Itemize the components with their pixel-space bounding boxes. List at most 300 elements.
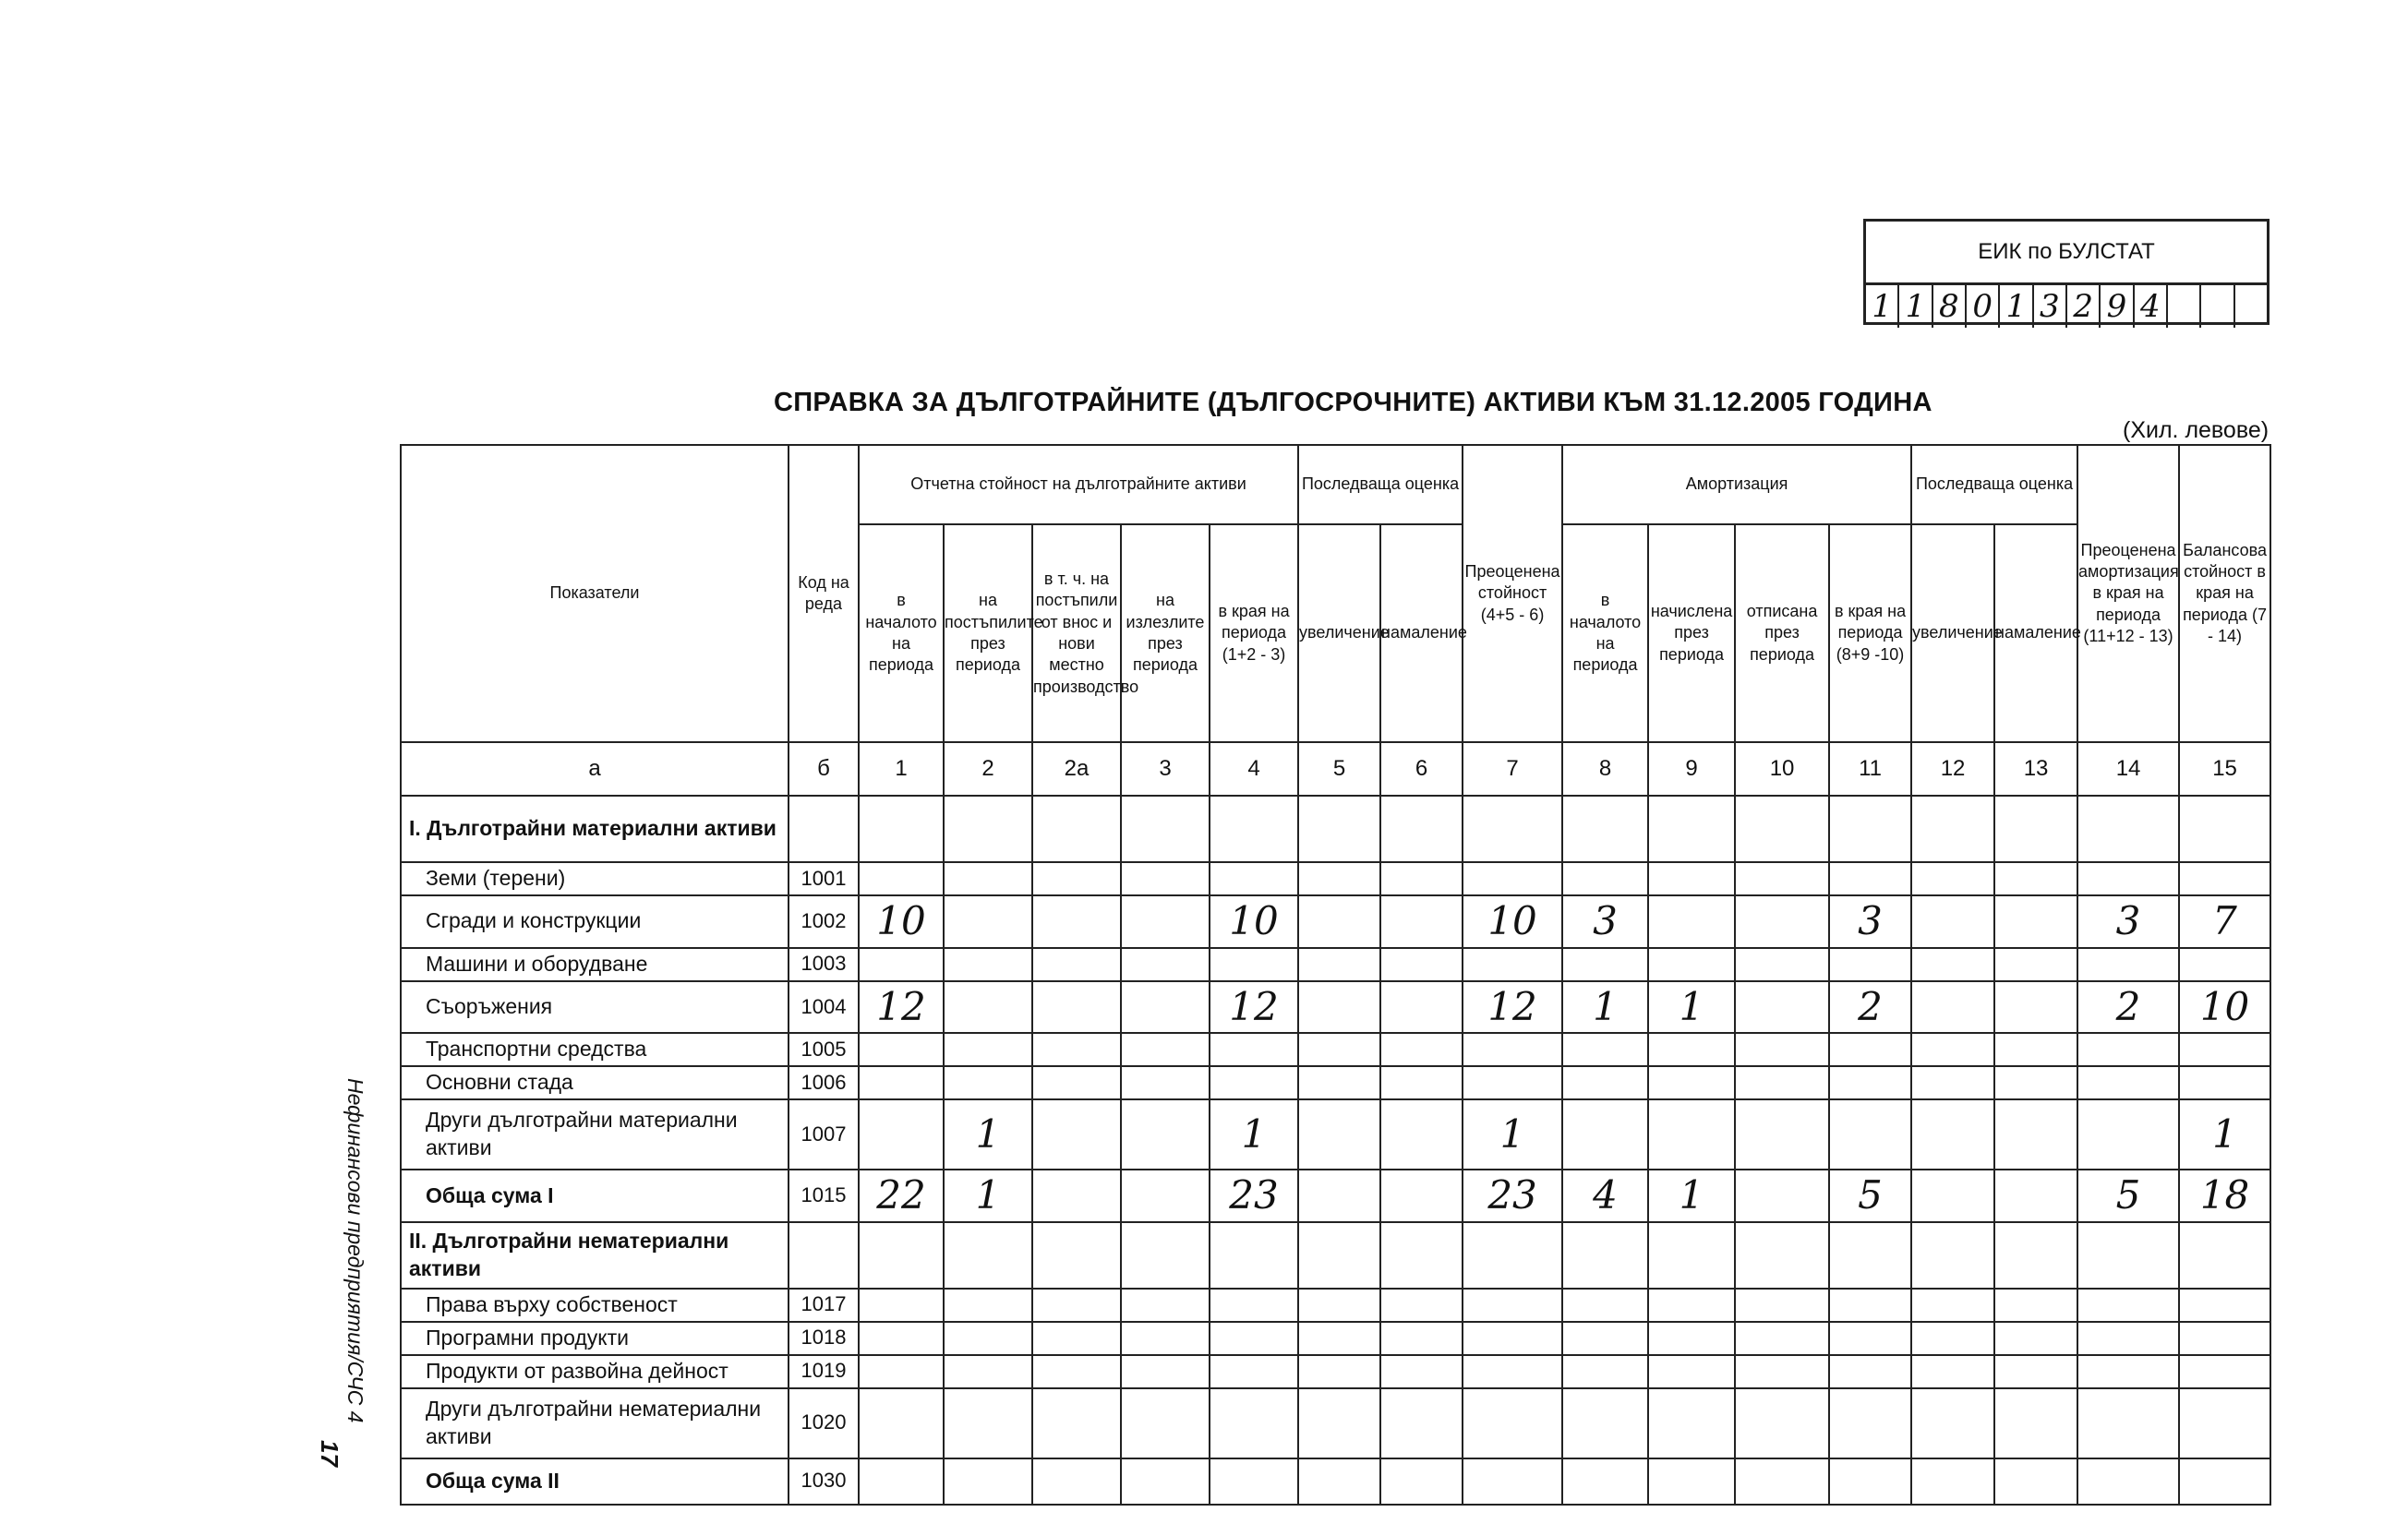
value-cell[interactable]: [1380, 1355, 1463, 1388]
value-cell[interactable]: [1735, 948, 1829, 981]
value-cell[interactable]: 3: [1829, 895, 1911, 948]
value-cell[interactable]: [1911, 1033, 1994, 1066]
value-cell[interactable]: [1735, 1222, 1829, 1289]
table-row: [401, 1289, 2270, 1322]
eik-digit[interactable]: [2235, 285, 2267, 328]
value-cell[interactable]: [1380, 1322, 1463, 1355]
header-col2a: в т. ч. на постъпили от внос и нови местно производство: [1032, 524, 1121, 742]
value-cell[interactable]: [1210, 1033, 1298, 1066]
value-cell[interactable]: [1210, 1222, 1298, 1289]
value-cell[interactable]: [2077, 1388, 2179, 1458]
value-cell[interactable]: [1562, 1222, 1648, 1289]
column-letter: 15: [2179, 742, 2270, 796]
value-cell[interactable]: [1994, 895, 2077, 948]
value-cell[interactable]: [1911, 1170, 1994, 1222]
value-cell[interactable]: [1463, 1033, 1562, 1066]
value-cell[interactable]: [859, 1066, 944, 1099]
value-cell[interactable]: [2179, 1388, 2270, 1458]
value-cell[interactable]: [1648, 1289, 1735, 1322]
header-col3: на излезлите през периода: [1121, 524, 1210, 742]
eik-digit[interactable]: 0: [1967, 285, 2000, 328]
value-cell[interactable]: 5: [1829, 1170, 1911, 1222]
eik-digit[interactable]: 1: [2000, 285, 2033, 328]
value-cell[interactable]: [1829, 1033, 1911, 1066]
value-cell[interactable]: [1648, 1322, 1735, 1355]
value-cell[interactable]: [1298, 1222, 1380, 1289]
eik-digit[interactable]: 2: [2067, 285, 2101, 328]
value-cell[interactable]: [1735, 1170, 1829, 1222]
value-cell[interactable]: [1735, 1033, 1829, 1066]
table-row: [401, 1033, 2270, 1066]
row-label: Други дълготрайни материални активи: [401, 1099, 789, 1170]
units-label: (Хил. левове): [2123, 417, 2270, 443]
value-cell[interactable]: [1032, 1222, 1121, 1289]
column-letter: 8: [1562, 742, 1648, 796]
value-cell[interactable]: [1829, 1388, 1911, 1458]
value-cell[interactable]: [1562, 796, 1648, 862]
value-cell[interactable]: [1911, 1066, 1994, 1099]
value-cell[interactable]: [1994, 1033, 2077, 1066]
column-letter: 3: [1121, 742, 1210, 796]
value-cell[interactable]: 1: [1463, 1099, 1562, 1170]
value-cell[interactable]: [1829, 948, 1911, 981]
eik-digit[interactable]: 3: [2034, 285, 2067, 328]
value-cell[interactable]: [1994, 1066, 2077, 1099]
value-cell[interactable]: [1648, 796, 1735, 862]
value-cell[interactable]: [1032, 1388, 1121, 1458]
value-cell[interactable]: [1735, 1066, 1829, 1099]
value-cell[interactable]: [2179, 862, 2270, 895]
value-cell[interactable]: [2179, 1033, 2270, 1066]
value-cell[interactable]: [2077, 1066, 2179, 1099]
column-letters-row: [401, 742, 2270, 796]
value-cell[interactable]: [1463, 1458, 1562, 1505]
value-cell[interactable]: [944, 1222, 1032, 1289]
value-cell[interactable]: [1562, 1322, 1648, 1355]
value-cell[interactable]: [1032, 981, 1121, 1034]
value-cell[interactable]: [1562, 1099, 1648, 1170]
value-cell[interactable]: [1735, 1388, 1829, 1458]
value-cell[interactable]: [1463, 1066, 1562, 1099]
value-cell[interactable]: [944, 895, 1032, 948]
value-cell[interactable]: [1210, 1289, 1298, 1322]
value-cell[interactable]: [2179, 1222, 2270, 1289]
header-col4: в края на периода (1+2 - 3): [1210, 524, 1298, 742]
value-cell[interactable]: [1121, 1099, 1210, 1170]
value-cell[interactable]: [1121, 895, 1210, 948]
value-cell[interactable]: [859, 796, 944, 862]
value-cell[interactable]: [1032, 1289, 1121, 1322]
column-letter: 6: [1380, 742, 1463, 796]
value-cell[interactable]: [1121, 948, 1210, 981]
value-cell[interactable]: [859, 1458, 944, 1505]
value-cell[interactable]: [1463, 1322, 1562, 1355]
value-cell[interactable]: 18: [2179, 1170, 2270, 1222]
value-cell[interactable]: [1829, 862, 1911, 895]
value-cell[interactable]: [944, 1388, 1032, 1458]
value-cell[interactable]: [1380, 862, 1463, 895]
value-cell[interactable]: [1994, 1222, 2077, 1289]
value-cell[interactable]: 3: [2077, 895, 2179, 948]
value-cell[interactable]: [944, 1033, 1032, 1066]
value-cell[interactable]: [2077, 1033, 2179, 1066]
value-cell[interactable]: [1032, 948, 1121, 981]
value-cell[interactable]: [2077, 1322, 2179, 1355]
eik-digits: [1866, 285, 2267, 328]
value-cell[interactable]: [2179, 1289, 2270, 1322]
value-cell[interactable]: [859, 1388, 944, 1458]
column-letter: 2а: [1032, 742, 1121, 796]
value-cell[interactable]: [1032, 1458, 1121, 1505]
value-cell[interactable]: [2077, 1289, 2179, 1322]
value-cell[interactable]: [1032, 1066, 1121, 1099]
value-cell[interactable]: [1648, 1099, 1735, 1170]
value-cell[interactable]: [1298, 862, 1380, 895]
value-cell[interactable]: [1994, 1289, 2077, 1322]
value-cell[interactable]: [859, 1033, 944, 1066]
value-cell[interactable]: [1380, 1458, 1463, 1505]
value-cell[interactable]: [1994, 1388, 2077, 1458]
value-cell[interactable]: [944, 948, 1032, 981]
row-label: Сгради и конструкции: [401, 895, 789, 948]
value-cell[interactable]: [1562, 1289, 1648, 1322]
value-cell[interactable]: [1994, 1322, 2077, 1355]
value-cell[interactable]: [1463, 1289, 1562, 1322]
value-cell[interactable]: [1032, 1170, 1121, 1222]
value-cell[interactable]: [1562, 1355, 1648, 1388]
value-cell[interactable]: [1911, 981, 1994, 1034]
value-cell[interactable]: [1463, 796, 1562, 862]
eik-digit[interactable]: 1: [1899, 285, 1932, 328]
value-cell[interactable]: [1121, 1322, 1210, 1355]
value-cell[interactable]: [1648, 1033, 1735, 1066]
eik-digit[interactable]: [2168, 285, 2201, 328]
value-cell[interactable]: [1380, 981, 1463, 1034]
value-cell[interactable]: [1994, 796, 2077, 862]
value-cell[interactable]: 23: [1210, 1170, 1298, 1222]
value-cell[interactable]: 12: [1210, 981, 1298, 1034]
value-cell[interactable]: [2077, 1222, 2179, 1289]
value-cell[interactable]: [2179, 796, 2270, 862]
header-code: Код на реда: [789, 445, 859, 742]
value-cell[interactable]: [1121, 796, 1210, 862]
row-label: II. Дълготрайни нематериални активи: [401, 1222, 789, 1289]
row-label: Други дълготрайни нематериални активи: [401, 1388, 789, 1458]
value-cell[interactable]: [1121, 1066, 1210, 1099]
value-cell[interactable]: [1380, 1033, 1463, 1066]
row-code: 1004: [789, 981, 859, 1034]
value-cell[interactable]: [1911, 948, 1994, 981]
header-group-revaluation-2: Последваща оценка: [1911, 445, 2077, 524]
value-cell[interactable]: 5: [2077, 1170, 2179, 1222]
value-cell[interactable]: [1994, 862, 2077, 895]
value-cell[interactable]: [1829, 796, 1911, 862]
value-cell[interactable]: [2077, 796, 2179, 862]
value-cell[interactable]: 12: [1463, 981, 1562, 1034]
column-letter: 12: [1911, 742, 1994, 796]
value-cell[interactable]: [1735, 981, 1829, 1034]
value-cell[interactable]: 1: [1210, 1099, 1298, 1170]
value-cell[interactable]: [2179, 1355, 2270, 1388]
eik-digit[interactable]: [2201, 285, 2234, 328]
value-cell[interactable]: [1735, 1289, 1829, 1322]
value-cell[interactable]: 2: [1829, 981, 1911, 1034]
value-cell[interactable]: [1210, 1388, 1298, 1458]
row-code: 1003: [789, 948, 859, 981]
value-cell[interactable]: [2077, 1099, 2179, 1170]
value-cell[interactable]: [1298, 796, 1380, 862]
value-cell[interactable]: [1121, 1355, 1210, 1388]
value-cell[interactable]: [1911, 862, 1994, 895]
value-cell[interactable]: 7: [2179, 895, 2270, 948]
value-cell[interactable]: [1735, 862, 1829, 895]
value-cell[interactable]: [1562, 1458, 1648, 1505]
column-letter: 14: [2077, 742, 2179, 796]
value-cell[interactable]: 10: [859, 895, 944, 948]
value-cell[interactable]: [1298, 948, 1380, 981]
value-cell[interactable]: [1121, 981, 1210, 1034]
value-cell[interactable]: [1032, 862, 1121, 895]
value-cell[interactable]: [2077, 1458, 2179, 1505]
value-cell[interactable]: [944, 981, 1032, 1034]
value-cell[interactable]: [1210, 1066, 1298, 1099]
row-label: Основни стада: [401, 1066, 789, 1099]
value-cell[interactable]: [859, 1355, 944, 1388]
header-col6: намаление: [1380, 524, 1463, 742]
value-cell[interactable]: [1911, 1388, 1994, 1458]
value-cell[interactable]: [1298, 1355, 1380, 1388]
value-cell[interactable]: [1463, 1222, 1562, 1289]
value-cell[interactable]: 10: [1210, 895, 1298, 948]
table-row: [401, 1388, 2270, 1458]
value-cell[interactable]: [1032, 1099, 1121, 1170]
value-cell[interactable]: [1380, 1222, 1463, 1289]
value-cell[interactable]: [1298, 1066, 1380, 1099]
table-row: [401, 1355, 2270, 1388]
value-cell[interactable]: [944, 1322, 1032, 1355]
value-cell[interactable]: [1298, 981, 1380, 1034]
value-cell[interactable]: [1121, 1033, 1210, 1066]
value-cell[interactable]: [1121, 1388, 1210, 1458]
value-cell[interactable]: [1380, 1066, 1463, 1099]
value-cell[interactable]: 1: [1648, 981, 1735, 1034]
value-cell[interactable]: [1994, 1099, 2077, 1170]
value-cell[interactable]: 10: [2179, 981, 2270, 1034]
value-cell[interactable]: [1562, 1388, 1648, 1458]
row-code: [789, 796, 859, 862]
value-cell[interactable]: [1648, 1222, 1735, 1289]
value-cell[interactable]: 2: [2077, 981, 2179, 1034]
value-cell[interactable]: [1463, 1355, 1562, 1388]
value-cell[interactable]: [1562, 1033, 1648, 1066]
value-cell[interactable]: [1648, 895, 1735, 948]
value-cell[interactable]: 10: [1463, 895, 1562, 948]
value-cell[interactable]: [1298, 1388, 1380, 1458]
value-cell[interactable]: [1121, 1222, 1210, 1289]
value-cell[interactable]: [1829, 1099, 1911, 1170]
value-cell[interactable]: [1562, 862, 1648, 895]
value-cell[interactable]: 4: [1562, 1170, 1648, 1222]
value-cell[interactable]: [1210, 1322, 1298, 1355]
eik-digit[interactable]: 4: [2135, 285, 2168, 328]
row-label: Машини и оборудване: [401, 948, 789, 981]
value-cell[interactable]: [1911, 1458, 1994, 1505]
value-cell[interactable]: [2179, 1322, 2270, 1355]
value-cell[interactable]: 12: [859, 981, 944, 1034]
value-cell[interactable]: [1911, 796, 1994, 862]
row-label: Земи (терени): [401, 862, 789, 895]
value-cell[interactable]: [1210, 1458, 1298, 1505]
value-cell[interactable]: [1380, 796, 1463, 862]
value-cell[interactable]: [859, 1099, 944, 1170]
value-cell[interactable]: [1911, 1099, 1994, 1170]
value-cell[interactable]: [1562, 948, 1648, 981]
value-cell[interactable]: [1210, 1355, 1298, 1388]
value-cell[interactable]: [1032, 1355, 1121, 1388]
value-cell[interactable]: [1121, 1458, 1210, 1505]
row-code: [789, 1222, 859, 1289]
value-cell[interactable]: [1032, 895, 1121, 948]
value-cell[interactable]: [1380, 1170, 1463, 1222]
table-row: [401, 948, 2270, 981]
table-row: [401, 862, 2270, 895]
value-cell[interactable]: [1648, 1355, 1735, 1388]
value-cell[interactable]: [1032, 1322, 1121, 1355]
value-cell[interactable]: [859, 862, 944, 895]
value-cell[interactable]: [1911, 1289, 1994, 1322]
value-cell[interactable]: [1735, 1099, 1829, 1170]
row-code: 1019: [789, 1355, 859, 1388]
eik-digit[interactable]: 9: [2101, 285, 2134, 328]
value-cell[interactable]: [1829, 1222, 1911, 1289]
column-letter: 2: [944, 742, 1032, 796]
value-cell[interactable]: [1829, 1322, 1911, 1355]
value-cell[interactable]: [1829, 1355, 1911, 1388]
header-col9: начислена през периода: [1648, 524, 1735, 742]
table-row: [401, 1099, 2270, 1170]
value-cell[interactable]: [1911, 1222, 1994, 1289]
value-cell[interactable]: [1829, 1066, 1911, 1099]
value-cell[interactable]: [1463, 1388, 1562, 1458]
value-cell[interactable]: [1298, 1170, 1380, 1222]
value-cell[interactable]: [1648, 1388, 1735, 1458]
eik-digit[interactable]: 8: [1933, 285, 1967, 328]
row-label: Програмни продукти: [401, 1322, 789, 1355]
value-cell[interactable]: [1121, 1170, 1210, 1222]
value-cell[interactable]: [1210, 796, 1298, 862]
value-cell[interactable]: [1210, 948, 1298, 981]
value-cell[interactable]: [1994, 1170, 2077, 1222]
value-cell[interactable]: [2077, 862, 2179, 895]
value-cell[interactable]: [1380, 1099, 1463, 1170]
row-label: Обща сума II: [401, 1458, 789, 1505]
value-cell[interactable]: [1298, 1033, 1380, 1066]
table-row: [401, 1170, 2270, 1222]
value-cell[interactable]: [2179, 1458, 2270, 1505]
value-cell[interactable]: [1380, 948, 1463, 981]
value-cell[interactable]: [944, 1458, 1032, 1505]
value-cell[interactable]: [1648, 1458, 1735, 1505]
eik-digit[interactable]: 1: [1866, 285, 1899, 328]
value-cell[interactable]: [1463, 948, 1562, 981]
value-cell[interactable]: [859, 948, 944, 981]
value-cell[interactable]: 1: [1562, 981, 1648, 1034]
value-cell[interactable]: [944, 1066, 1032, 1099]
value-cell[interactable]: 1: [944, 1170, 1032, 1222]
value-cell[interactable]: [1210, 862, 1298, 895]
header-col15: Балансова стойност в края на периода (7 - 14): [2179, 445, 2270, 742]
value-cell[interactable]: [1380, 1388, 1463, 1458]
value-cell[interactable]: [944, 862, 1032, 895]
header-col7: Преоценена стойност (4+5 - 6): [1463, 445, 1562, 742]
table-body: [401, 742, 2270, 1505]
value-cell[interactable]: [1032, 1033, 1121, 1066]
value-cell[interactable]: [1121, 862, 1210, 895]
value-cell[interactable]: [1735, 1458, 1829, 1505]
value-cell[interactable]: [1380, 1289, 1463, 1322]
value-cell[interactable]: [1994, 1355, 2077, 1388]
value-cell[interactable]: [859, 1222, 944, 1289]
value-cell[interactable]: [1735, 1322, 1829, 1355]
value-cell[interactable]: 3: [1562, 895, 1648, 948]
value-cell[interactable]: [1562, 1066, 1648, 1099]
value-cell[interactable]: [1648, 948, 1735, 981]
value-cell[interactable]: [944, 1355, 1032, 1388]
value-cell[interactable]: [1298, 1289, 1380, 1322]
value-cell[interactable]: 22: [859, 1170, 944, 1222]
value-cell[interactable]: [1829, 1289, 1911, 1322]
value-cell[interactable]: 1: [1648, 1170, 1735, 1222]
header-col1: в началото на периода: [859, 524, 944, 742]
value-cell[interactable]: [1994, 1458, 2077, 1505]
value-cell[interactable]: [2077, 1355, 2179, 1388]
value-cell[interactable]: [1911, 1355, 1994, 1388]
value-cell[interactable]: [2077, 948, 2179, 981]
value-cell[interactable]: [1380, 895, 1463, 948]
value-cell[interactable]: 1: [944, 1099, 1032, 1170]
value-cell[interactable]: [1298, 895, 1380, 948]
value-cell[interactable]: [1829, 1458, 1911, 1505]
value-cell[interactable]: [944, 796, 1032, 862]
value-cell[interactable]: [1121, 1289, 1210, 1322]
row-label: Съоръжения: [401, 981, 789, 1034]
value-cell[interactable]: 23: [1463, 1170, 1562, 1222]
value-cell[interactable]: 1: [2179, 1099, 2270, 1170]
value-cell[interactable]: [859, 1322, 944, 1355]
value-cell[interactable]: [1735, 796, 1829, 862]
value-cell[interactable]: [1994, 981, 2077, 1034]
value-cell[interactable]: [1735, 1355, 1829, 1388]
value-cell[interactable]: [1911, 1322, 1994, 1355]
value-cell[interactable]: [944, 1289, 1032, 1322]
row-code: 1006: [789, 1066, 859, 1099]
value-cell[interactable]: [1911, 895, 1994, 948]
header-group-revaluation: Последваща оценка: [1298, 445, 1463, 524]
value-cell[interactable]: [1463, 862, 1562, 895]
value-cell[interactable]: [1298, 1322, 1380, 1355]
value-cell[interactable]: [1994, 948, 2077, 981]
value-cell[interactable]: [859, 1289, 944, 1322]
value-cell[interactable]: [1032, 796, 1121, 862]
value-cell[interactable]: [1648, 1066, 1735, 1099]
value-cell[interactable]: [2179, 1066, 2270, 1099]
column-letter: 4: [1210, 742, 1298, 796]
value-cell[interactable]: [1298, 1099, 1380, 1170]
value-cell[interactable]: [1298, 1458, 1380, 1505]
value-cell[interactable]: [2179, 948, 2270, 981]
value-cell[interactable]: [1648, 862, 1735, 895]
value-cell[interactable]: [1735, 895, 1829, 948]
